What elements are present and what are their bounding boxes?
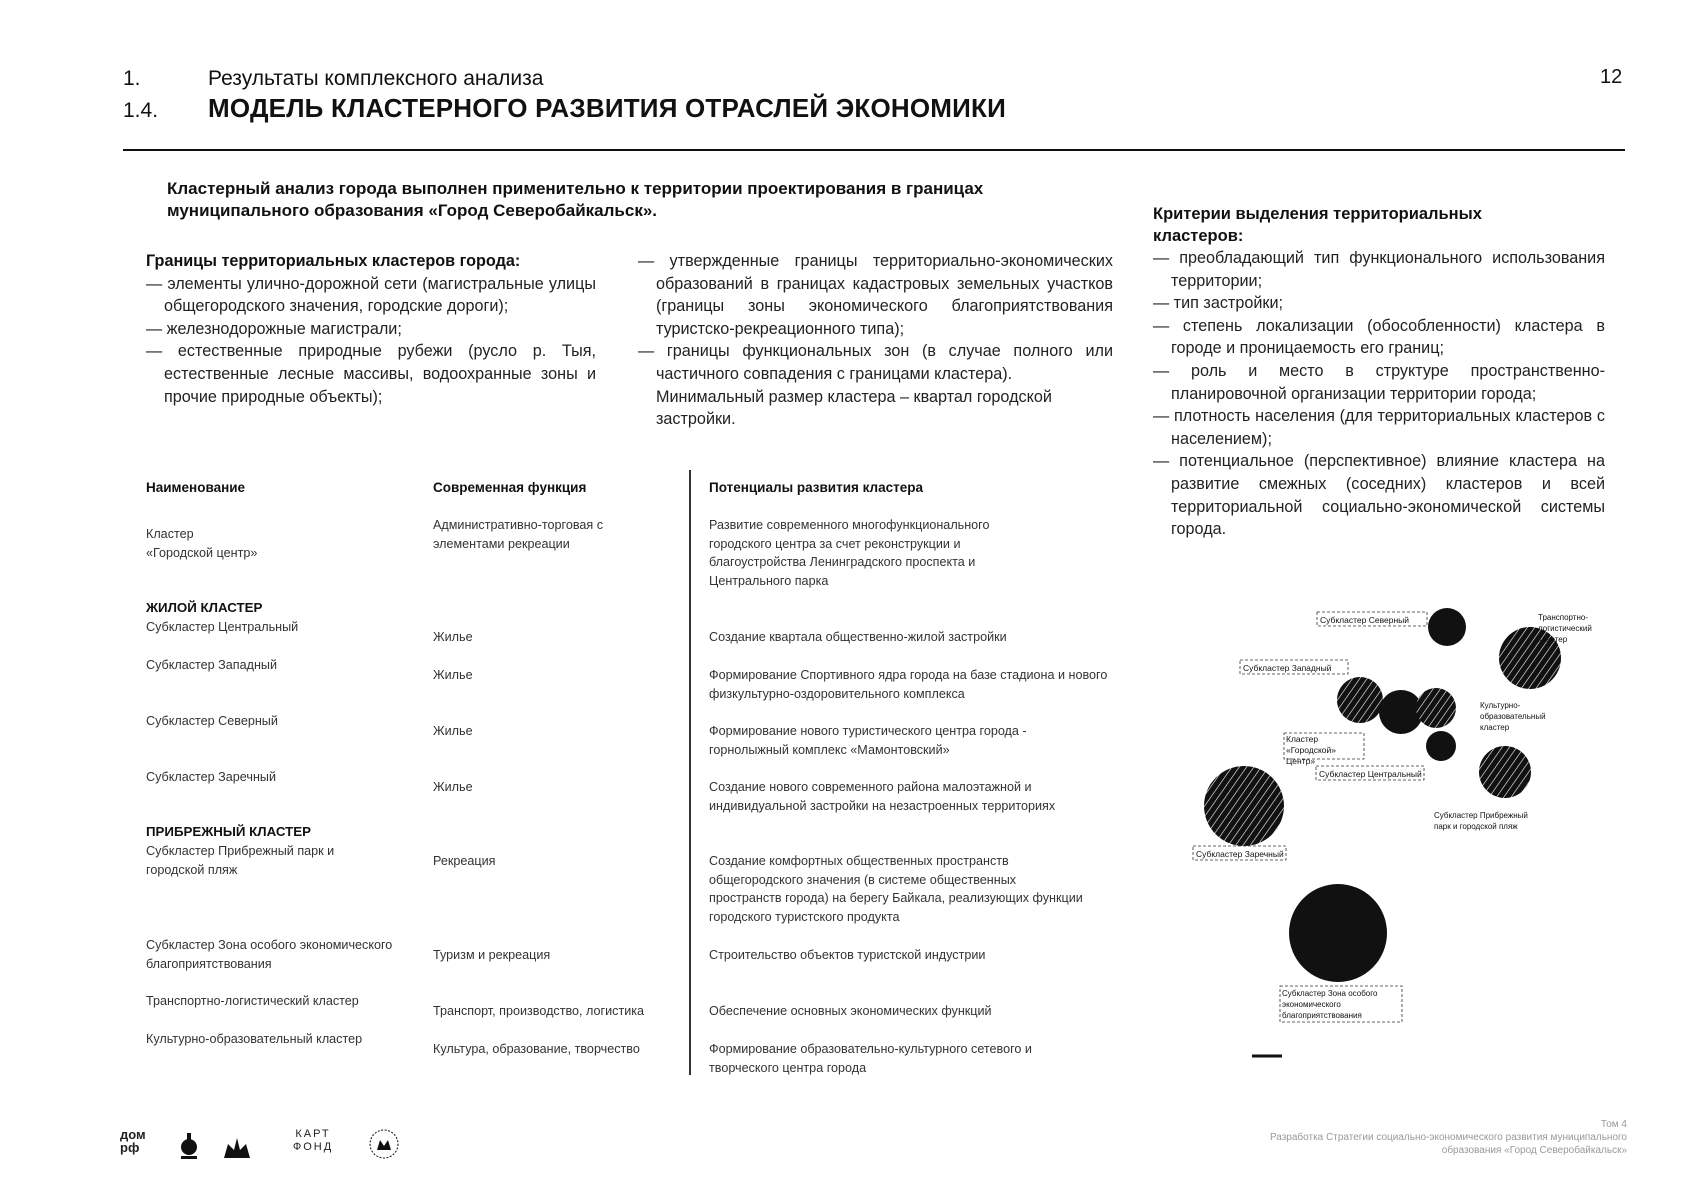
page-number: 12	[1600, 66, 1623, 88]
criteria-heading: Критерии выделения территориальных кластеров:	[1153, 205, 1482, 245]
criteria-item: — тип застройки;	[1153, 294, 1284, 313]
footer-volume: Том 4	[1600, 1119, 1627, 1130]
criteria-column	[1153, 203, 1605, 541]
coat-of-arms-icon	[222, 1132, 252, 1160]
boundaries-right-column	[638, 250, 1113, 431]
table-cell-potential: Обеспечение основных экономических функций	[709, 1004, 992, 1018]
table-cell-name: Субкластер Зона особого экономического благоприятствования	[146, 938, 393, 971]
centralny-circle	[1426, 731, 1456, 761]
table-group-label: ЖИЛОЙ КЛАСТЕР	[146, 600, 263, 615]
table-cell-potential: Создание нового современного района малоэтажной и индивидуальной застройки на незастроенных территориях	[709, 780, 1056, 813]
zona-circle	[1289, 884, 1387, 982]
table-cell-name: Культурно-образовательный кластер	[146, 1032, 363, 1046]
intro-text: Кластерный анализ города выполнен применительно к территории проектирования в границах муниципального образования «Город Северобайкальск».	[167, 179, 984, 220]
center-circle	[1379, 690, 1423, 734]
pribrezhny-circle	[1479, 746, 1531, 798]
table-cell-function: Жилье	[433, 724, 473, 738]
min-size-note: Минимальный размер кластера – квартал городской застройки.	[656, 387, 1052, 429]
table-cell-function: Культура, образование, творчество	[433, 1042, 640, 1056]
label-kultura: Культурно-образовательный кластер	[1480, 701, 1546, 732]
table-cell-name: Транспортно-логистический кластер	[146, 994, 359, 1008]
dom-rf-logo: дом рф	[120, 1127, 146, 1155]
label-center: Кластер «Городской» Центр»	[1286, 734, 1336, 766]
cluster-diagram	[1180, 600, 1620, 1060]
table-header-name: Наименование	[146, 480, 246, 495]
criteria-item: — потенциальное (перспективное) влияние кластера на развитие смежных (соседних) кластеров и всей территориальной социально-экономической системы города.	[1153, 452, 1605, 539]
table-cell-potential: Формирование Спортивного ядра города на базе стадиона и нового физкультурно-оздоровительного комплекса	[709, 668, 1108, 701]
kart-fond-logo: КАРТ ФОНД	[292, 1128, 334, 1153]
table-cell-name: Кластер «Городской центр»	[146, 527, 258, 560]
zapadny-circle	[1337, 677, 1383, 723]
criteria-item: — плотность населения (для территориальных кластеров с населением);	[1153, 407, 1605, 448]
emblem-icon	[176, 1130, 202, 1160]
kultura-circle	[1416, 688, 1456, 728]
label-transport: Транспортно-логистический кластер	[1538, 613, 1592, 644]
footer-text	[1207, 1118, 1627, 1157]
section-title: Результаты комплексного анализа	[208, 67, 544, 90]
label-zapadny: Субкластер Западный	[1243, 663, 1332, 673]
seal-icon	[368, 1128, 400, 1160]
table-cell-function: Административно-торговая с элементами рекреации	[433, 518, 603, 551]
table-cell-function: Туризм и рекреация	[433, 948, 551, 962]
boundaries-left-column	[146, 250, 596, 408]
table-cell-name: Субкластер Прибрежный парк и городской пляж	[146, 844, 335, 877]
table-cell-potential: Формирование нового туристического центра города - горнолыжный комплекс «Мамонтовский»	[709, 724, 1027, 757]
table-cell-potential: Формирование образовательно-культурного сетевого и творческого центра города	[709, 1042, 1032, 1075]
table-cell-function: Жилье	[433, 780, 473, 794]
subsection-number: 1.4.	[123, 99, 159, 122]
table-cell-name: Субкластер Западный	[146, 658, 278, 672]
label-zarechny: Субкластер Заречный	[1196, 849, 1284, 859]
table-group-label: ПРИБРЕЖНЫЙ КЛАСТЕР	[146, 824, 312, 839]
severny-circle	[1428, 608, 1466, 646]
label-pribrezhny: Субкластер Прибрежный парк и городской пляж	[1434, 811, 1528, 831]
table-cell-potential: Создание комфортных общественных пространств общегородского значения (в системе общественных пространств города) на берегу Байкала, реализующих функции городского туристского продукта	[709, 854, 1083, 924]
table-cell-name: Субкластер Северный	[146, 714, 278, 728]
table-cell-function: Жилье	[433, 630, 473, 644]
boundary-item: — железнодорожные магистрали;	[146, 319, 402, 338]
table-cell-name: Субкластер Заречный	[146, 770, 276, 784]
table-cell-potential: Создание квартала общественно-жилой застройки	[709, 630, 1007, 644]
criteria-item: — роль и место в структуре пространственно-планировочной организации территории города;	[1153, 361, 1605, 403]
table-header-potential: Потенциалы развития кластера	[709, 480, 924, 495]
footer-line: образования «Город Северобайкальск»	[1441, 1145, 1627, 1156]
zarechny-circle	[1204, 766, 1284, 846]
table-cell-function: Жилье	[433, 668, 473, 682]
boundary-item: — утвержденные границы территориально-экономических образований в границах кадастровых земельных участков (границы зоны экономического благоприятствования туристско-рекреационного типа);	[638, 252, 1113, 338]
label-zona: Субкластер Зона особого экономического благоприятствования	[1282, 989, 1378, 1020]
page-title: МОДЕЛЬ КЛАСТЕРНОГО РАЗВИТИЯ ОТРАСЛЕЙ ЭКОНОМИКИ	[208, 93, 1007, 123]
table-cell-function: Транспорт, производство, логистика	[433, 1004, 645, 1018]
table-cell-potential: Строительство объектов туристской индустрии	[709, 948, 986, 962]
section-number: 1.	[123, 67, 141, 90]
header-divider	[123, 149, 1625, 151]
boundaries-heading: Границы территориальных кластеров города:	[146, 252, 521, 270]
table-divider	[689, 470, 691, 1075]
boundary-item: — границы функциональных зон (в случае полного или частичного совпадения с границами кластера).	[638, 342, 1113, 383]
table-header-function: Современная функция	[433, 480, 587, 495]
boundary-item: — естественные природные рубежи (русло р. Тыя, естественные лесные массивы, водоохранные зоны и прочие природные объекты);	[146, 342, 596, 406]
label-centralny: Субкластер Центральный	[1319, 769, 1422, 779]
criteria-item: — степень локализации (обособленности) кластера в городе и проницаемость его границ;	[1153, 316, 1605, 358]
table-cell-function: Рекреация	[433, 854, 496, 868]
footer-line: Разработка Стратегии социально-экономического развития муниципального	[1269, 1132, 1627, 1143]
criteria-item: — преобладающий тип функционального использования территории;	[1153, 249, 1605, 290]
table-cell-potential: Развитие современного многофункционального городского центра за счет реконструкции и благоустройства Ленинградского проспекта и Центрального парка	[709, 518, 990, 588]
label-severny: Субкластер Северный	[1320, 615, 1410, 625]
boundary-item: — элементы улично-дорожной сети (магистральные улицы общегородского значения, городские дороги);	[146, 274, 596, 316]
table-cell-name: Субкластер Центральный	[146, 620, 299, 634]
